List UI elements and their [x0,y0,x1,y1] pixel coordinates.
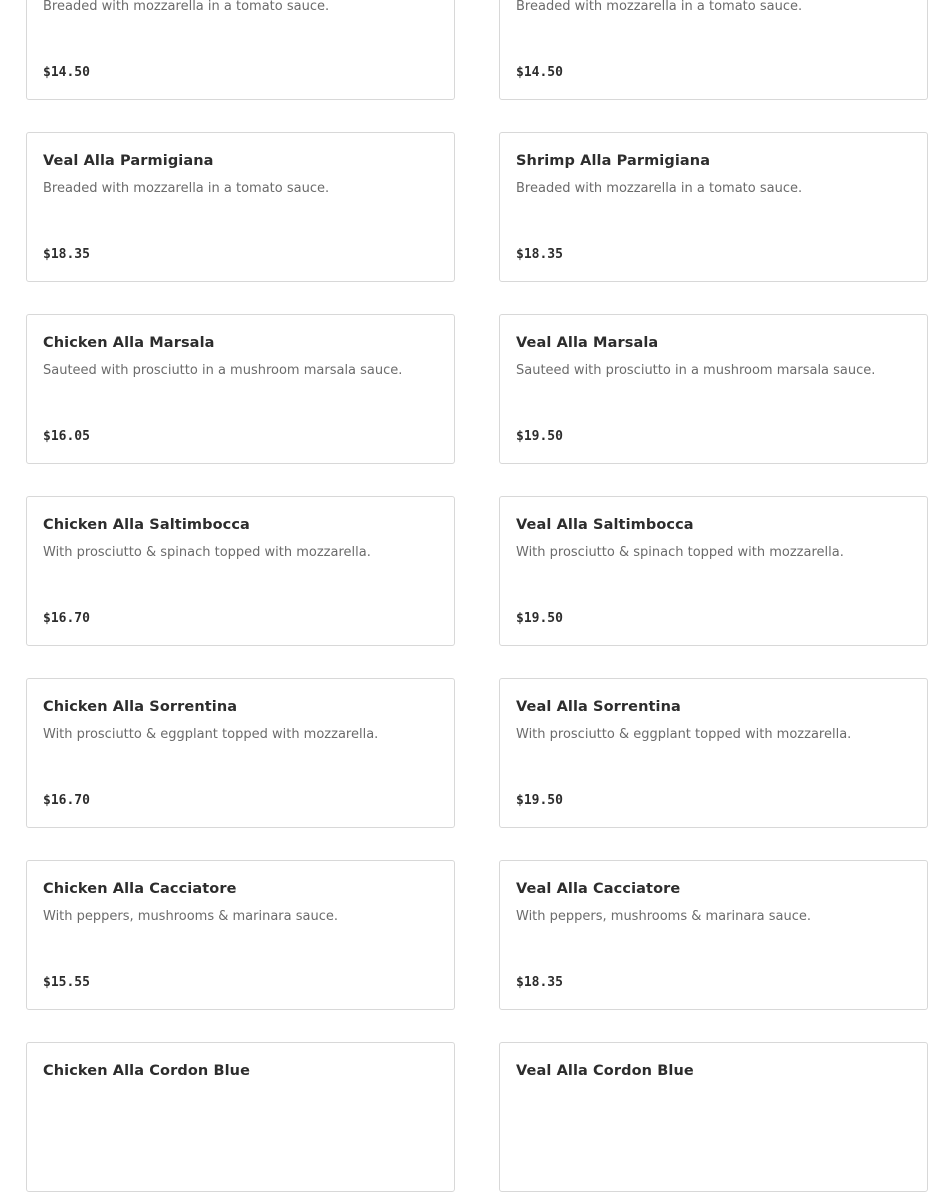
item-name: Chicken Alla Cordon Blue [43,1063,251,1079]
item-description: With peppers, mushrooms & marinara sauce. [516,909,811,924]
item-description: With prosciutto & eggplant topped with mozzarella. [516,727,852,742]
item-price: $14.50 [43,65,90,80]
item-price: $19.50 [516,429,563,444]
item-price: $16.05 [43,429,90,444]
menu-item-card[interactable] [26,132,455,282]
item-description: Sauteed with prosciutto in a mushroom marsala sauce. [516,363,876,378]
menu-item-card[interactable] [499,860,928,1010]
menu-item-card[interactable] [499,678,928,828]
item-name: Chicken Alla Saltimbocca [43,517,250,533]
item-name: Veal Alla Sorrentina [516,699,681,715]
item-description: Sauteed with prosciutto in a mushroom marsala sauce. [43,363,403,378]
item-name: Veal Alla Parmigiana [43,153,214,169]
item-description: With prosciutto & spinach topped with mozzarella. [43,545,371,560]
item-price: $18.35 [516,247,563,262]
item-price: $19.50 [516,611,563,626]
item-name: Chicken Alla Sorrentina [43,699,238,715]
item-price: $18.35 [43,247,90,262]
menu-item-card[interactable] [26,496,455,646]
menu-item-card[interactable] [26,1042,455,1192]
menu-item-card[interactable] [26,314,455,464]
menu-item-card[interactable] [26,0,455,100]
item-price: $16.70 [43,793,90,808]
menu-item-card[interactable] [26,678,455,828]
item-price: $16.70 [43,611,90,626]
menu-item-card[interactable] [499,496,928,646]
item-name: Veal Alla Cordon Blue [516,1063,694,1079]
menu-item-card[interactable] [499,132,928,282]
item-name: Chicken Alla Cacciatore [43,881,237,897]
item-price: $19.50 [516,793,563,808]
item-description: Breaded with mozzarella in a tomato sauce. [516,0,803,14]
item-name: Veal Alla Cacciatore [516,881,681,897]
menu-item-card[interactable] [499,1042,928,1192]
menu-item-card[interactable] [499,0,928,100]
menu-items-grid [26,0,928,1192]
item-description: With prosciutto & spinach topped with mozzarella. [516,545,844,560]
item-name: Veal Alla Marsala [516,335,659,351]
item-price: $18.35 [516,975,563,990]
item-description: Breaded with mozzarella in a tomato sauce. [43,181,330,196]
item-name: Veal Alla Saltimbocca [516,517,694,533]
item-name: Shrimp Alla Parmigiana [516,153,711,169]
item-name: Chicken Alla Marsala [43,335,215,351]
item-description: With peppers, mushrooms & marinara sauce. [43,909,338,924]
item-price: $15.55 [43,975,90,990]
item-description: Breaded with mozzarella in a tomato sauce. [43,0,330,14]
item-description: With prosciutto & eggplant topped with mozzarella. [43,727,379,742]
menu-item-card[interactable] [26,860,455,1010]
menu-item-card[interactable] [499,314,928,464]
item-description: Breaded with mozzarella in a tomato sauce. [516,181,803,196]
item-price: $14.50 [516,65,563,80]
